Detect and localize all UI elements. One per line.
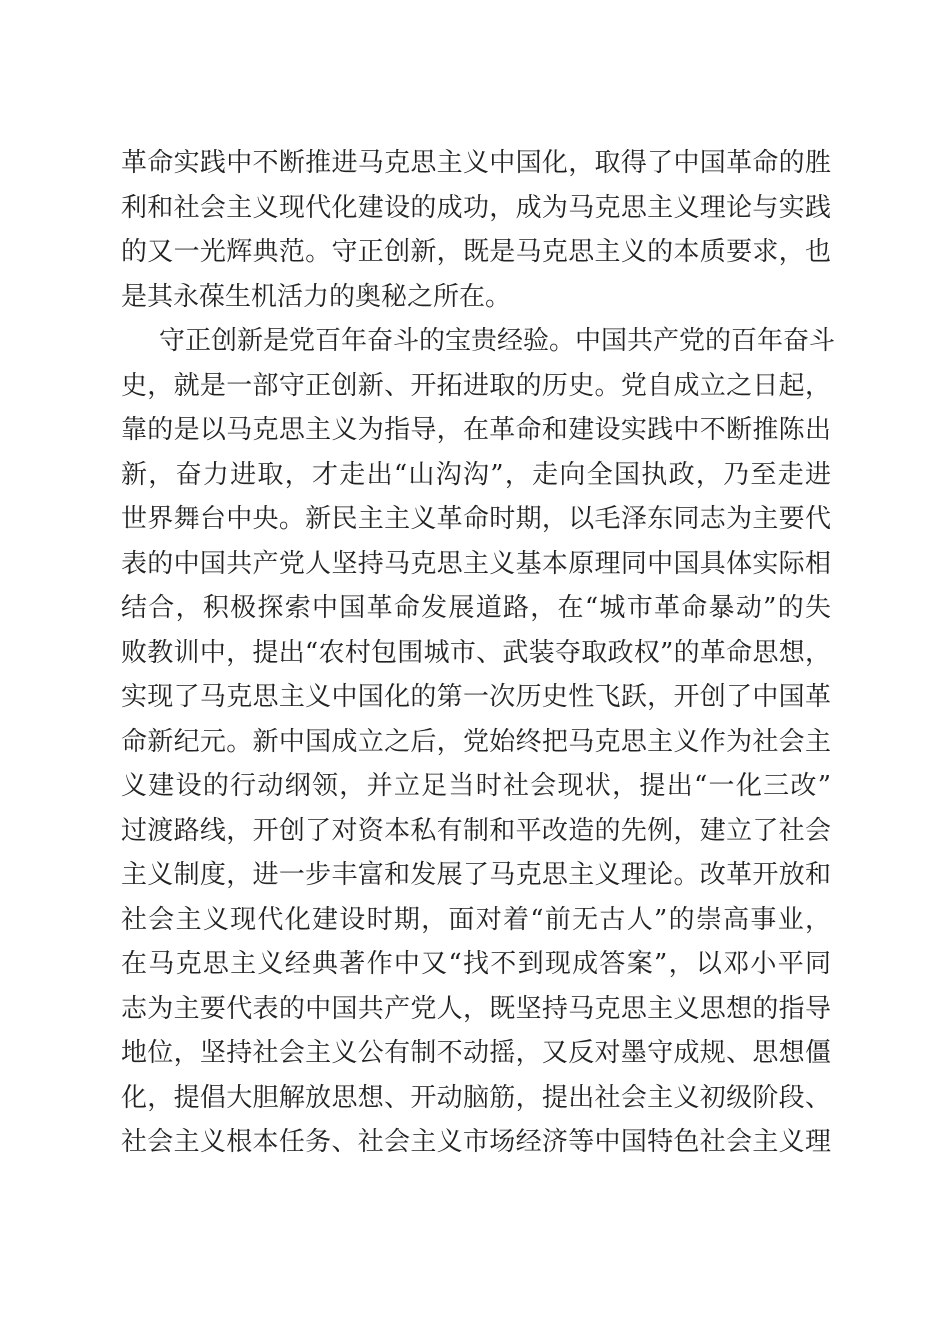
- text-line: 社会主义根本任务、社会主义市场经济等中国特色社会主义理: [121, 1127, 831, 1157]
- paragraph-2: [121, 319, 836, 1165]
- text-line: 过渡路线，开创了对资本私有制和平改造的先例，建立了社会: [121, 815, 831, 846]
- text-line: 社会主义现代化建设时期，面对着“前无古人”的崇高事业，: [121, 904, 831, 935]
- text-line: 是其永葆生机活力的奥秘之所在。: [121, 281, 512, 312]
- text-line: 地位，坚持社会主义公有制不动摇，又反对墨守成规、思想僵: [121, 1038, 831, 1068]
- text-line: 靠的是以马克思主义为指导，在革命和建设实践中不断推陈出: [121, 415, 831, 445]
- text-line: 主义制度，进一步丰富和发展了马克思主义理论。改革开放和: [121, 860, 831, 890]
- text-line: 利和社会主义现代化建设的成功，成为马克思主义理论与实践: [121, 192, 831, 223]
- text-line: 结合，积极探索中国革命发展道路，在“城市革命暴动”的失: [121, 593, 831, 623]
- text-line: 革命实践中不断推进马克思主义中国化，取得了中国革命的胜: [121, 148, 831, 178]
- text-line: 的又一光辉典范。守正创新，既是马克思主义的本质要求，也: [121, 237, 831, 267]
- text-line: 化，提倡大胆解放思想、开动脑筋，提出社会主义初级阶段、: [121, 1082, 831, 1113]
- text-line: 志为主要代表的中国共产党人，既坚持马克思主义思想的指导: [121, 993, 831, 1024]
- text-line: 新，奋力进取，才走出“山沟沟”，走向全国执政，乃至走进: [121, 459, 831, 490]
- text-line: 在马克思主义经典著作中又“找不到现成答案”，以邓小平同: [121, 949, 831, 979]
- paragraph-1: [121, 141, 831, 319]
- text-line: 命新纪元。新中国成立之后，党始终把马克思主义作为社会主: [121, 726, 831, 757]
- text-line: 败教训中，提出“农村包围城市、武装夺取政权”的革命思想，: [121, 637, 831, 668]
- text-line: 世界舞台中央。新民主主义革命时期，以毛泽东同志为主要代: [121, 504, 831, 534]
- text-line: 实现了马克思主义中国化的第一次历史性飞跃，开创了中国革: [121, 682, 831, 712]
- document-page: [121, 141, 836, 1165]
- text-line: 表的中国共产党人坚持马克思主义基本原理同中国具体实际相: [121, 548, 831, 579]
- text-line: 史，就是一部守正创新、开拓进取的历史。党自成立之日起，: [121, 370, 831, 401]
- text-line: 义建设的行动纲领，并立足当时社会现状，提出“一化三改”: [121, 771, 831, 801]
- text-line: 守正创新是党百年奋斗的宝贵经验。中国共产党的百年奋斗: [159, 326, 836, 356]
